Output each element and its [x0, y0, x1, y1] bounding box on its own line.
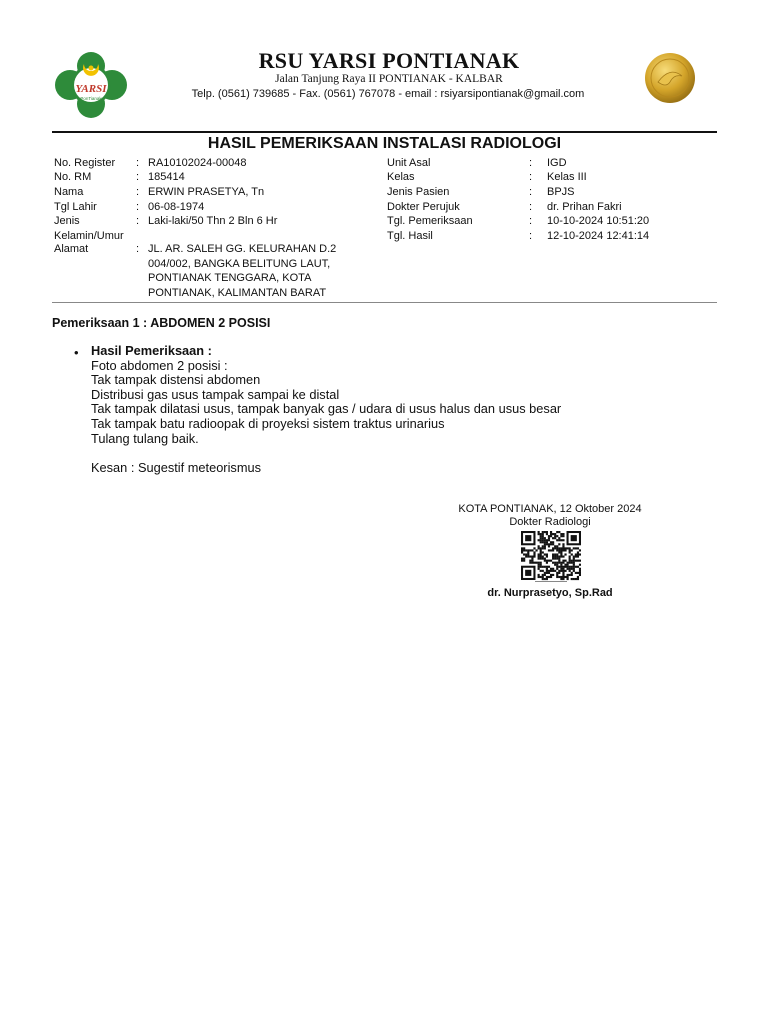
value-nama: ERWIN PRASETYA, Tn	[148, 186, 265, 198]
result-line: Foto abdomen 2 posisi :	[91, 357, 228, 373]
value-jenis-kelamin-umur: Laki-laki/50 Thn 2 Bln 6 Hr	[148, 215, 278, 227]
label-kelas: Kelas	[387, 171, 415, 183]
value-alamat: JL. AR. SALEH GG. KELURAHAN D.2 004/002, BANGKA BELITUNG LAUT, PONTIANAK TENGGARA, KOTA PONTIANAK, KALIMANTAN BARAT	[148, 243, 337, 299]
value-no-rm: 185414	[148, 171, 185, 183]
label-dokter-perujuk: Dokter Perujuk	[387, 201, 460, 213]
conclusion: Kesan : Sugestif meteorismus	[91, 459, 261, 475]
label-alamat: Alamat	[54, 243, 89, 255]
label-nama: Nama	[54, 186, 84, 198]
value-jenis-pasien: BPJS	[547, 186, 575, 198]
result-line: Distribusi gas usus tampak sampai ke distal	[91, 386, 340, 402]
logo-subtext: PonTianak	[80, 96, 102, 101]
value-unit-asal: IGD	[547, 157, 567, 169]
value-dokter-perujuk: dr. Prihan Fakri	[547, 201, 622, 213]
result-line: Tak tampak dilatasi usus, tampak banyak gas / udara di usus halus dan usus besar	[91, 401, 562, 417]
value-tgl-pemeriksaan: 10-10-2024 10:51:20	[547, 215, 650, 227]
result-line: Tak tampak distensi abdomen	[91, 372, 261, 388]
signature-name: dr. Nurprasetyo, Sp.Rad	[487, 587, 613, 599]
bullet-icon: •	[74, 345, 79, 360]
label-unit-asal: Unit Asal	[387, 157, 431, 169]
label-tgl-hasil: Tgl. Hasil	[387, 230, 433, 242]
label-tgl-lahir: Tgl Lahir	[54, 201, 97, 213]
label-jenis-kelamin-umur: Jenis Kelamin/Umur	[54, 215, 124, 242]
value-kelas: Kelas III	[547, 171, 587, 183]
hospital-address: Jalan Tanjung Raya II PONTIANAK - KALBAR	[275, 73, 503, 85]
value-no-register: RA10102024-00048	[148, 157, 247, 169]
label-jenis-pasien: Jenis Pasien	[387, 186, 450, 198]
result-line: Tulang tulang baik.	[91, 430, 199, 446]
label-tgl-pemeriksaan: Tgl. Pemeriksaan	[387, 215, 473, 227]
signature-role: Dokter Radiologi	[509, 516, 591, 528]
header-divider	[52, 131, 717, 133]
label-no-rm: No. RM	[54, 171, 92, 183]
value-tgl-lahir: 06-08-1974	[148, 201, 205, 213]
document-title: HASIL PEMERIKSAAN INSTALASI RADIOLOGI	[207, 135, 562, 152]
hospital-name: RSU YARSI PONTIANAK	[258, 48, 520, 73]
logo-text: YARSI	[75, 83, 107, 95]
exam-result	[91, 344, 561, 475]
exam-title: Pemeriksaan 1 : ABDOMEN 2 POSISI	[52, 316, 271, 330]
label-no-register: No. Register	[54, 157, 116, 169]
info-divider	[52, 302, 717, 303]
signature-place-date: KOTA PONTIANAK, 12 Oktober 2024	[458, 503, 642, 515]
result-heading: Hasil Pemeriksaan :	[91, 343, 212, 358]
hospital-contact: Telp. (0561) 739685 - Fax. (0561) 767078 - email : rsiyarsipontianak@gmail.com	[191, 88, 585, 100]
value-tgl-hasil: 12-10-2024 12:41:14	[547, 230, 650, 242]
result-line: Tak tampak batu radioopak di proyeksi sistem traktus urinarius	[91, 415, 445, 431]
qr-code-icon	[521, 531, 581, 583]
